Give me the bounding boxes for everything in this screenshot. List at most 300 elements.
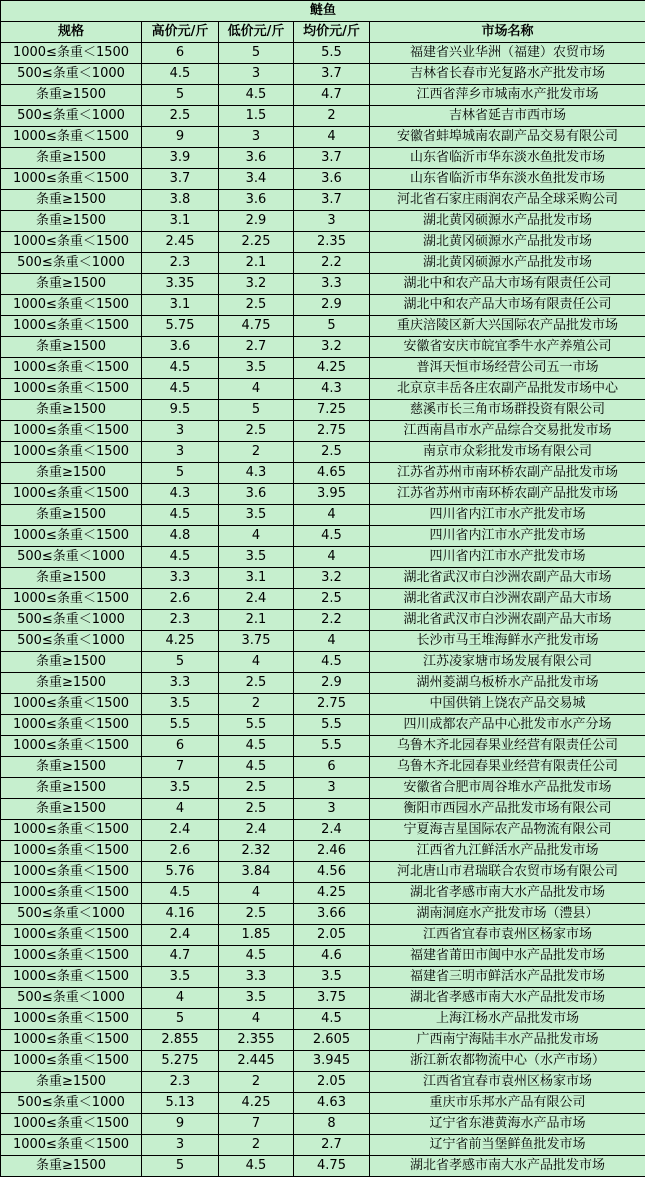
cell-avg-price: 4.6: [294, 946, 370, 967]
table-row: [1, 379, 645, 400]
cell-low-price: 2.5: [219, 295, 294, 316]
cell-high-price: 4: [142, 799, 219, 820]
cell-market-name: 湖北省孝感市南大水产品批发市场: [370, 1156, 645, 1177]
cell-low-price: 3.5: [219, 505, 294, 526]
cell-high-price: 6: [142, 736, 219, 757]
cell-market-name: 北京京丰岳各庄农副产品批发市场中心: [370, 379, 645, 400]
cell-market-name: 衡阳市西园水产品批发市场有限公司: [370, 799, 645, 820]
table-row: [1, 421, 645, 442]
header-low-price: 低价元/斤: [219, 22, 294, 43]
cell-avg-price: 4.75: [294, 1156, 370, 1177]
cell-high-price: 4.5: [142, 505, 219, 526]
cell-low-price: 1.85: [219, 925, 294, 946]
cell-avg-price: 4.63: [294, 1093, 370, 1114]
cell-avg-price: 3.66: [294, 904, 370, 925]
cell-high-price: 2.5: [142, 106, 219, 127]
table-row: [1, 1156, 645, 1177]
cell-avg-price: 5.5: [294, 715, 370, 736]
table-row: [1, 526, 645, 547]
cell-high-price: 5.275: [142, 1051, 219, 1072]
table-row: [1, 1072, 645, 1093]
cell-low-price: 3.1: [219, 568, 294, 589]
cell-market-name: 四川省内江市水产批发市场: [370, 547, 645, 568]
table-title: 鲢鱼: [1, 1, 645, 22]
cell-avg-price: 4.65: [294, 463, 370, 484]
cell-market-name: 江西南昌市水产品综合交易批发市场: [370, 421, 645, 442]
cell-spec: 条重≥1500: [1, 778, 142, 799]
cell-market-name: 长沙市马王堆海鲜水产批发市场: [370, 631, 645, 652]
cell-avg-price: 3.3: [294, 274, 370, 295]
cell-low-price: 3.5: [219, 988, 294, 1009]
cell-spec: 500≤条重＜1000: [1, 1093, 142, 1114]
cell-spec: 500≤条重＜1000: [1, 610, 142, 631]
table-row: [1, 547, 645, 568]
cell-low-price: 2.1: [219, 253, 294, 274]
cell-spec: 1000≤条重＜1500: [1, 1009, 142, 1030]
cell-market-name: 安徽省安庆市皖宜季牛水产养殖公司: [370, 337, 645, 358]
cell-low-price: 4: [219, 652, 294, 673]
cell-high-price: 3.8: [142, 190, 219, 211]
cell-spec: 1000≤条重＜1500: [1, 589, 142, 610]
cell-spec: 1000≤条重＜1500: [1, 820, 142, 841]
cell-low-price: 3: [219, 127, 294, 148]
cell-avg-price: 4.5: [294, 1009, 370, 1030]
cell-high-price: 3.3: [142, 568, 219, 589]
cell-avg-price: 3.7: [294, 64, 370, 85]
cell-avg-price: 2.4: [294, 820, 370, 841]
cell-avg-price: 4.25: [294, 883, 370, 904]
cell-low-price: 2.32: [219, 841, 294, 862]
cell-market-name: 辽宁省东港黄海水产品市场: [370, 1114, 645, 1135]
cell-market-name: 四川省内江市水产批发市场: [370, 526, 645, 547]
title-row: [1, 1, 645, 22]
cell-market-name: 乌鲁木齐北园春果业经营有限责任公司: [370, 757, 645, 778]
table-row: [1, 1093, 645, 1114]
cell-low-price: 2.5: [219, 421, 294, 442]
table-row: [1, 652, 645, 673]
cell-spec: 1000≤条重＜1500: [1, 967, 142, 988]
cell-avg-price: 2.605: [294, 1030, 370, 1051]
cell-market-name: 湖北省武汉市白沙洲农副产品大市场: [370, 610, 645, 631]
cell-spec: 500≤条重＜1000: [1, 631, 142, 652]
cell-low-price: 2: [219, 694, 294, 715]
cell-high-price: 5: [142, 652, 219, 673]
cell-low-price: 4: [219, 1009, 294, 1030]
cell-market-name: 上海江杨水产品批发市场: [370, 1009, 645, 1030]
cell-market-name: 重庆市乐邦水产品有限公司: [370, 1093, 645, 1114]
cell-spec: 500≤条重＜1000: [1, 904, 142, 925]
cell-low-price: 2.4: [219, 820, 294, 841]
cell-spec: 条重≥1500: [1, 211, 142, 232]
cell-high-price: 2.3: [142, 253, 219, 274]
cell-high-price: 4.5: [142, 64, 219, 85]
cell-high-price: 2.4: [142, 925, 219, 946]
cell-spec: 1000≤条重＜1500: [1, 43, 142, 64]
cell-market-name: 中国供销上饶农产品交易城: [370, 694, 645, 715]
cell-avg-price: 8: [294, 1114, 370, 1135]
table-row: [1, 337, 645, 358]
cell-spec: 条重≥1500: [1, 85, 142, 106]
cell-spec: 1000≤条重＜1500: [1, 169, 142, 190]
cell-high-price: 3.35: [142, 274, 219, 295]
cell-low-price: 2: [219, 1072, 294, 1093]
cell-spec: 1000≤条重＜1500: [1, 316, 142, 337]
cell-spec: 500≤条重＜1000: [1, 64, 142, 85]
cell-high-price: 4: [142, 988, 219, 1009]
cell-spec: 1000≤条重＜1500: [1, 232, 142, 253]
header-high-price: 高价元/斤: [142, 22, 219, 43]
cell-low-price: 4.5: [219, 85, 294, 106]
table-row: [1, 820, 645, 841]
table-row: [1, 1051, 645, 1072]
table-row: [1, 736, 645, 757]
table-row: [1, 169, 645, 190]
cell-high-price: 2.855: [142, 1030, 219, 1051]
cell-low-price: 4.25: [219, 1093, 294, 1114]
cell-low-price: 2.25: [219, 232, 294, 253]
cell-avg-price: 5.5: [294, 736, 370, 757]
cell-avg-price: 3.75: [294, 988, 370, 1009]
table-row: [1, 295, 645, 316]
cell-avg-price: 4.7: [294, 85, 370, 106]
cell-avg-price: 3: [294, 778, 370, 799]
cell-low-price: 3.6: [219, 148, 294, 169]
cell-low-price: 2.7: [219, 337, 294, 358]
cell-high-price: 2.45: [142, 232, 219, 253]
table-row: [1, 631, 645, 652]
cell-high-price: 3.5: [142, 778, 219, 799]
cell-market-name: 慈溪市长三角市场群投资有限公司: [370, 400, 645, 421]
cell-low-price: 2.5: [219, 904, 294, 925]
cell-high-price: 4.3: [142, 484, 219, 505]
cell-spec: 条重≥1500: [1, 400, 142, 421]
header-spec: 规格: [1, 22, 142, 43]
cell-market-name: 福建省三明市鲜活水产品批发市场: [370, 967, 645, 988]
cell-avg-price: 2.5: [294, 442, 370, 463]
cell-high-price: 6: [142, 43, 219, 64]
cell-avg-price: 4.5: [294, 526, 370, 547]
header-avg-price: 均价元/斤: [294, 22, 370, 43]
cell-low-price: 2.9: [219, 211, 294, 232]
table-row: [1, 148, 645, 169]
cell-market-name: 福建省兴业华洲（福建）农贸市场: [370, 43, 645, 64]
table-row: [1, 946, 645, 967]
cell-spec: 500≤条重＜1000: [1, 253, 142, 274]
cell-avg-price: 4.3: [294, 379, 370, 400]
cell-spec: 1000≤条重＜1500: [1, 694, 142, 715]
cell-avg-price: 4.56: [294, 862, 370, 883]
table-row: [1, 442, 645, 463]
cell-market-name: 湖北黄冈硕源水产品批发市场: [370, 232, 645, 253]
cell-avg-price: 5: [294, 316, 370, 337]
cell-high-price: 5.5: [142, 715, 219, 736]
table-row: [1, 757, 645, 778]
cell-market-name: 宁夏海吉星国际农产品物流有限公司: [370, 820, 645, 841]
cell-high-price: 2.3: [142, 610, 219, 631]
cell-market-name: 四川省内江市水产批发市场: [370, 505, 645, 526]
table-row: [1, 211, 645, 232]
cell-avg-price: 3.945: [294, 1051, 370, 1072]
cell-high-price: 3.5: [142, 967, 219, 988]
cell-low-price: 2: [219, 442, 294, 463]
cell-spec: 1000≤条重＜1500: [1, 946, 142, 967]
cell-high-price: 3.9: [142, 148, 219, 169]
cell-market-name: 浙江新农都物流中心（水产市场）: [370, 1051, 645, 1072]
cell-high-price: 3: [142, 1135, 219, 1156]
cell-spec: 1000≤条重＜1500: [1, 715, 142, 736]
cell-high-price: 3: [142, 421, 219, 442]
cell-avg-price: 2.2: [294, 610, 370, 631]
cell-high-price: 3.3: [142, 673, 219, 694]
cell-spec: 1000≤条重＜1500: [1, 421, 142, 442]
cell-market-name: 福建省莆田市闽中水产品批发市场: [370, 946, 645, 967]
cell-spec: 条重≥1500: [1, 757, 142, 778]
cell-spec: 1000≤条重＜1500: [1, 1114, 142, 1135]
table-row: [1, 316, 645, 337]
cell-low-price: 5.5: [219, 715, 294, 736]
cell-avg-price: 4.5: [294, 652, 370, 673]
table-row: [1, 883, 645, 904]
cell-spec: 1000≤条重＜1500: [1, 295, 142, 316]
cell-spec: 1000≤条重＜1500: [1, 1135, 142, 1156]
cell-spec: 1000≤条重＜1500: [1, 841, 142, 862]
cell-high-price: 4.5: [142, 358, 219, 379]
cell-spec: 条重≥1500: [1, 1156, 142, 1177]
cell-avg-price: 3: [294, 211, 370, 232]
cell-market-name: 辽宁省前当堡鲜鱼批发市场: [370, 1135, 645, 1156]
cell-high-price: 5.75: [142, 316, 219, 337]
cell-avg-price: 3.95: [294, 484, 370, 505]
cell-spec: 条重≥1500: [1, 1072, 142, 1093]
cell-avg-price: 4: [294, 631, 370, 652]
table-row: [1, 127, 645, 148]
cell-avg-price: 5.5: [294, 43, 370, 64]
table-row: [1, 799, 645, 820]
cell-high-price: 2.3: [142, 1072, 219, 1093]
cell-spec: 1000≤条重＜1500: [1, 736, 142, 757]
cell-avg-price: 7.25: [294, 400, 370, 421]
cell-spec: 条重≥1500: [1, 799, 142, 820]
cell-spec: 条重≥1500: [1, 190, 142, 211]
cell-market-name: 江西省宜春市袁州区杨家市场: [370, 925, 645, 946]
cell-spec: 500≤条重＜1000: [1, 547, 142, 568]
cell-low-price: 7: [219, 1114, 294, 1135]
cell-market-name: 安徽省蚌埠城南农副产品交易有限公司: [370, 127, 645, 148]
table-row: [1, 715, 645, 736]
cell-avg-price: 6: [294, 757, 370, 778]
cell-avg-price: 2.05: [294, 1072, 370, 1093]
cell-low-price: 4.5: [219, 946, 294, 967]
table-row: [1, 967, 645, 988]
table-row: [1, 862, 645, 883]
cell-avg-price: 3.7: [294, 190, 370, 211]
cell-avg-price: 3: [294, 799, 370, 820]
cell-market-name: 四川成都农产品中心批发市水产分场: [370, 715, 645, 736]
cell-low-price: 4.75: [219, 316, 294, 337]
cell-spec: 1000≤条重＜1500: [1, 442, 142, 463]
cell-spec: 条重≥1500: [1, 337, 142, 358]
cell-low-price: 4: [219, 526, 294, 547]
cell-spec: 条重≥1500: [1, 463, 142, 484]
table-row: [1, 694, 645, 715]
cell-market-name: 吉林省长春市光复路水产批发市场: [370, 64, 645, 85]
cell-avg-price: 3.6: [294, 169, 370, 190]
cell-low-price: 5: [219, 400, 294, 421]
cell-spec: 1000≤条重＜1500: [1, 1051, 142, 1072]
cell-high-price: 5: [142, 1009, 219, 1030]
cell-avg-price: 2.05: [294, 925, 370, 946]
cell-high-price: 4.25: [142, 631, 219, 652]
header-market-name: 市场名称: [370, 22, 645, 43]
cell-high-price: 7: [142, 757, 219, 778]
cell-low-price: 3.4: [219, 169, 294, 190]
cell-avg-price: 2.2: [294, 253, 370, 274]
table-row: [1, 505, 645, 526]
cell-market-name: 广西南宁海陆丰水产品批发市场: [370, 1030, 645, 1051]
table-row: [1, 64, 645, 85]
table-row: [1, 925, 645, 946]
cell-spec: 1000≤条重＜1500: [1, 379, 142, 400]
table-row: [1, 778, 645, 799]
cell-avg-price: 2.75: [294, 694, 370, 715]
cell-low-price: 4.5: [219, 757, 294, 778]
cell-market-name: 河北省石家庄雨润农产品全球采购公司: [370, 190, 645, 211]
cell-high-price: 4.5: [142, 379, 219, 400]
table-row: [1, 253, 645, 274]
cell-high-price: 9: [142, 127, 219, 148]
cell-market-name: 湖北黄冈硕源水产品批发市场: [370, 211, 645, 232]
cell-high-price: 4.16: [142, 904, 219, 925]
cell-low-price: 2.5: [219, 778, 294, 799]
cell-high-price: 4.7: [142, 946, 219, 967]
table-row: [1, 589, 645, 610]
cell-market-name: 湖州菱湖乌板桥水产品批发市场: [370, 673, 645, 694]
cell-avg-price: 2.35: [294, 232, 370, 253]
table-row: [1, 85, 645, 106]
cell-spec: 条重≥1500: [1, 505, 142, 526]
cell-avg-price: 2.7: [294, 1135, 370, 1156]
cell-high-price: 3.1: [142, 295, 219, 316]
cell-market-name: 湖北省孝感市南大水产品批发市场: [370, 988, 645, 1009]
cell-avg-price: 4.25: [294, 358, 370, 379]
cell-low-price: 3.75: [219, 631, 294, 652]
cell-market-name: 江苏凌家塘市场发展有限公司: [370, 652, 645, 673]
cell-market-name: 普洱天恒市场经营公司五一市场: [370, 358, 645, 379]
cell-spec: 条重≥1500: [1, 568, 142, 589]
cell-market-name: 山东省临沂市华东淡水鱼批发市场: [370, 148, 645, 169]
header-row: [1, 22, 645, 43]
cell-market-name: 江西省九江鲜活水产品批发市场: [370, 841, 645, 862]
cell-high-price: 3.5: [142, 694, 219, 715]
cell-spec: 500≤条重＜1000: [1, 106, 142, 127]
cell-low-price: 2.445: [219, 1051, 294, 1072]
cell-market-name: 湖北省武汉市白沙洲农副产品大市场: [370, 568, 645, 589]
table-row: [1, 841, 645, 862]
cell-spec: 1000≤条重＜1500: [1, 925, 142, 946]
table-row: [1, 1135, 645, 1156]
cell-low-price: 4.3: [219, 463, 294, 484]
cell-spec: 1000≤条重＜1500: [1, 526, 142, 547]
cell-high-price: 5.76: [142, 862, 219, 883]
cell-market-name: 南京市众彩批发市场有限公司: [370, 442, 645, 463]
cell-market-name: 山东省临沂市华东淡水鱼批发市场: [370, 169, 645, 190]
cell-market-name: 湖南洞庭水产批发市场（澧县）: [370, 904, 645, 925]
cell-market-name: 江苏省苏州市南环桥农副产品批发市场: [370, 484, 645, 505]
table-row: [1, 1030, 645, 1051]
cell-market-name: 江苏省苏州市南环桥农副产品批发市场: [370, 463, 645, 484]
cell-spec: 条重≥1500: [1, 673, 142, 694]
cell-low-price: 2.5: [219, 799, 294, 820]
cell-low-price: 3.6: [219, 190, 294, 211]
table-body: [1, 43, 645, 1177]
table-row: [1, 610, 645, 631]
table-row: [1, 232, 645, 253]
cell-spec: 1000≤条重＜1500: [1, 862, 142, 883]
cell-low-price: 3.6: [219, 484, 294, 505]
cell-low-price: 3.5: [219, 358, 294, 379]
table-row: [1, 568, 645, 589]
cell-avg-price: 2.9: [294, 295, 370, 316]
cell-high-price: 9.5: [142, 400, 219, 421]
cell-high-price: 5: [142, 1156, 219, 1177]
table-row: [1, 43, 645, 64]
table-row: [1, 1009, 645, 1030]
cell-avg-price: 3.2: [294, 337, 370, 358]
cell-low-price: 4: [219, 379, 294, 400]
cell-high-price: 5: [142, 463, 219, 484]
table-row: [1, 190, 645, 211]
cell-low-price: 4.5: [219, 736, 294, 757]
cell-market-name: 吉林省延吉市西市场: [370, 106, 645, 127]
cell-low-price: 3.5: [219, 547, 294, 568]
cell-low-price: 3.2: [219, 274, 294, 295]
cell-spec: 1000≤条重＜1500: [1, 484, 142, 505]
cell-avg-price: 2.5: [294, 589, 370, 610]
cell-spec: 500≤条重＜1000: [1, 988, 142, 1009]
cell-high-price: 9: [142, 1114, 219, 1135]
table-row: [1, 106, 645, 127]
cell-high-price: 5.13: [142, 1093, 219, 1114]
cell-market-name: 湖北中和农产品大市场有限责任公司: [370, 295, 645, 316]
table-row: [1, 988, 645, 1009]
cell-market-name: 安徽省合肥市周谷堆水产品批发市场: [370, 778, 645, 799]
cell-low-price: 2.355: [219, 1030, 294, 1051]
cell-low-price: 3.3: [219, 967, 294, 988]
cell-high-price: 3.6: [142, 337, 219, 358]
cell-high-price: 4.8: [142, 526, 219, 547]
cell-low-price: 4.5: [219, 1156, 294, 1177]
cell-market-name: 江西省宜春市袁州区杨家市场: [370, 1072, 645, 1093]
cell-avg-price: 2.75: [294, 421, 370, 442]
cell-market-name: 湖北省武汉市白沙洲农副产品大市场: [370, 589, 645, 610]
cell-low-price: 3.84: [219, 862, 294, 883]
cell-spec: 1000≤条重＜1500: [1, 127, 142, 148]
cell-high-price: 4.5: [142, 547, 219, 568]
cell-avg-price: 4: [294, 547, 370, 568]
cell-spec: 条重≥1500: [1, 148, 142, 169]
cell-high-price: 3: [142, 442, 219, 463]
cell-high-price: 2.6: [142, 841, 219, 862]
cell-low-price: 5: [219, 43, 294, 64]
cell-low-price: 2.5: [219, 673, 294, 694]
cell-high-price: 3.1: [142, 211, 219, 232]
cell-spec: 1000≤条重＜1500: [1, 1030, 142, 1051]
cell-high-price: 2.6: [142, 589, 219, 610]
cell-low-price: 2: [219, 1135, 294, 1156]
table-row: [1, 673, 645, 694]
cell-avg-price: 2.9: [294, 673, 370, 694]
table-row: [1, 463, 645, 484]
